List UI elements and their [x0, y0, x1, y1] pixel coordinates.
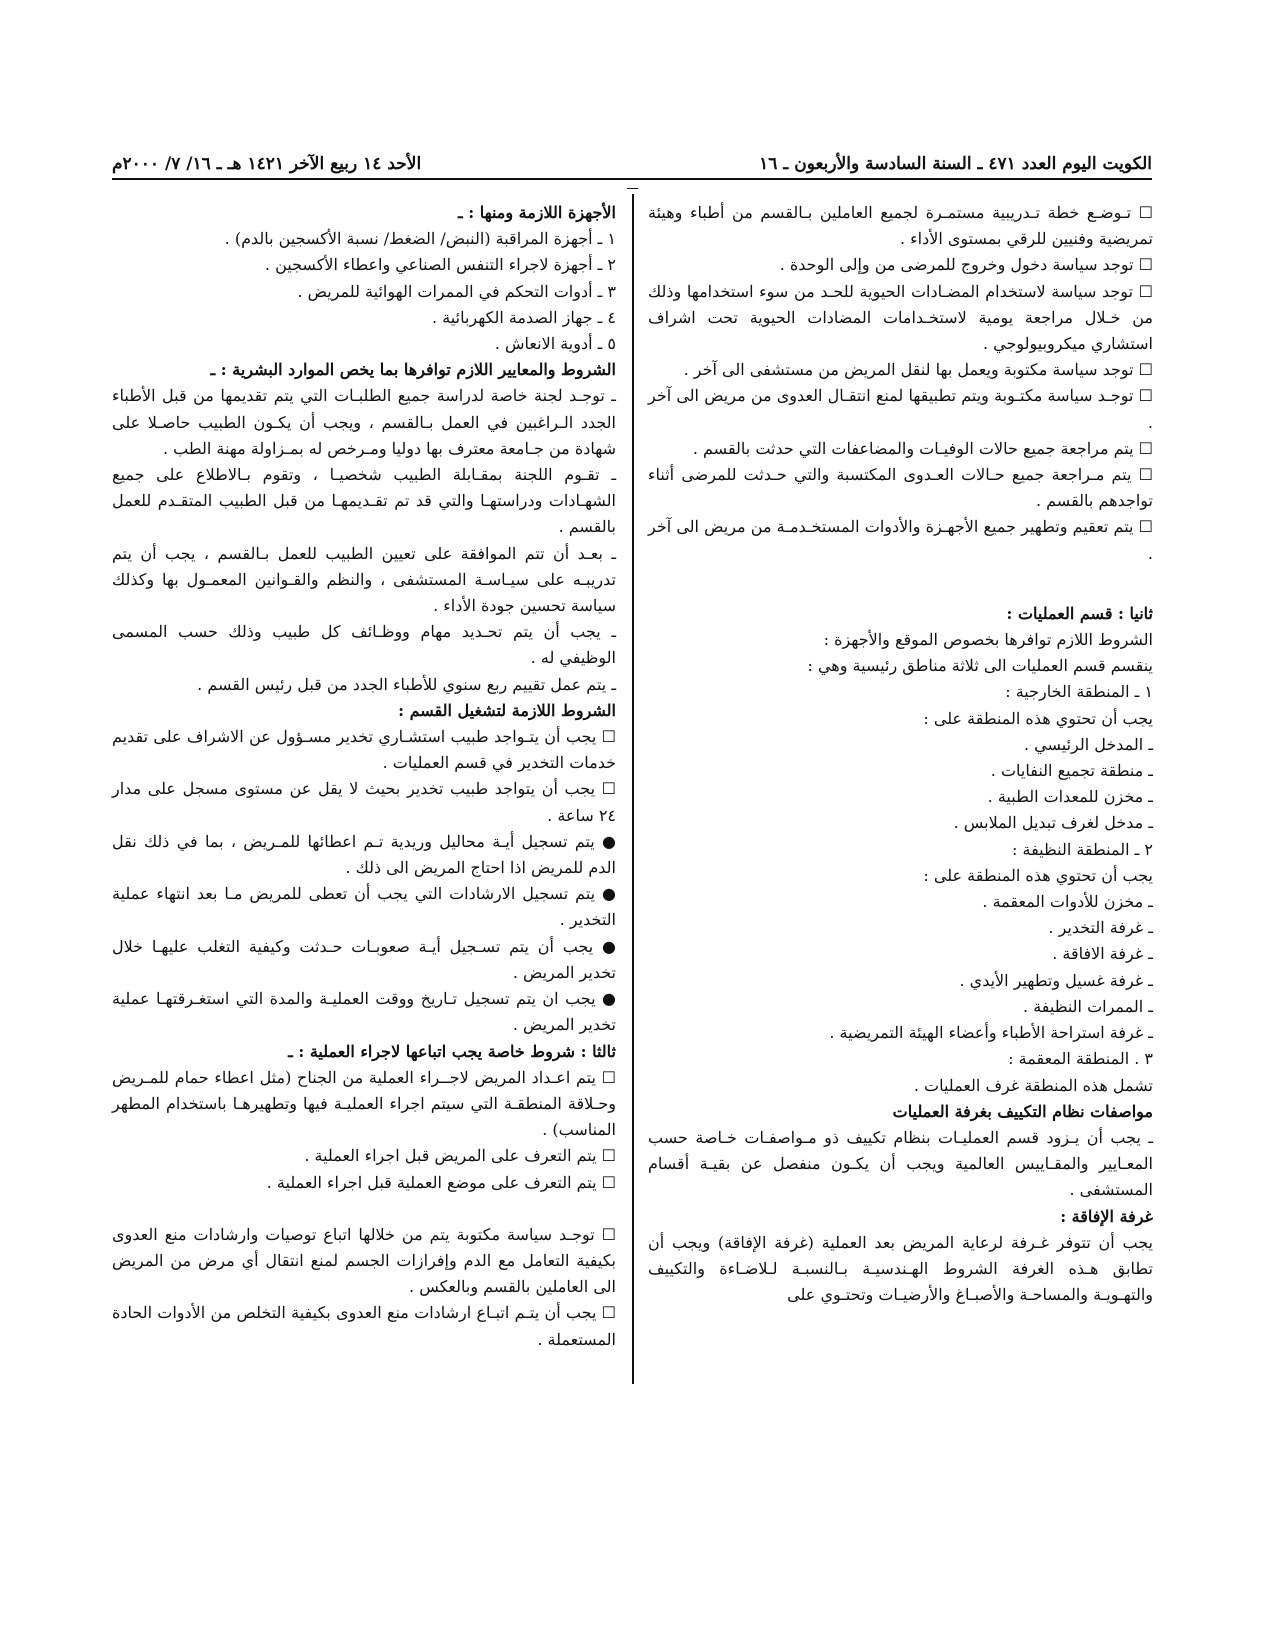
policy-item: ☐ توجـد سياسة مكتـوبة ويتم تطبيقها لمنع انتقـال العدوى من مريض الى آخر . [648, 386, 1153, 432]
list-item: ١ ـ أجهزة المراقبة (النبض/ الضغط/ نسبة الأكسجين بالدم) . [224, 229, 616, 249]
gazette-issue-info: الكويت اليوم العدد ٤٧١ ـ السنة السادسة والأربعون ـ ١٦ [759, 154, 1152, 174]
policy-item: ☐ تـوضـع خطة تـدريبية مستمـرة لجميع العاملين بـالقسم من أطباء وهيئة تمريضية وفنيين للرقي بمستوى الأداء . [648, 203, 1153, 249]
section-heading: الشروط والمعايير اللازم توافرها بما يخص الموارد البشرية : ـ [210, 360, 616, 380]
list-item: ـ غرفة غسيل وتطهير الأيدي . [959, 970, 1153, 990]
text-line: ٢ ـ المنطقة النظيفة : [1012, 839, 1153, 859]
text-line: ينقسم قسم العمليات الى ثلاثة مناطق رئيسية وهي : [807, 656, 1153, 676]
list-item: ـ مخزن للمعدات الطبية . [987, 787, 1153, 807]
header-rule [112, 178, 1152, 180]
section-heading: الأجهزة اللازمة ومنها : ـ [457, 203, 616, 222]
text-line: الشروط اللازم توافرها بخصوص الموقع والأجهزة : [823, 630, 1153, 650]
list-item: ـ يجب أن يتم تحـديد مهام ووظـائف كل طبيب وذلك حسب المسمى الوظيفي له . [112, 622, 616, 668]
column-divider-cap [627, 188, 638, 189]
text-line: ١ ـ المنطقة الخارجية : [1005, 682, 1153, 702]
list-item: ـ الممرات النظيفة . [1023, 996, 1153, 1016]
policy-item: ☐ يتم مراجعة جميع حالات الوفيـات والمضاعفات التي حدثت بالقسم . [692, 438, 1153, 458]
list-item: ☐ يجب أن يتـم اتبـاع ارشادات منع العدوى بكيفية التخلص من الأدوات الحادة المستعملة . [112, 1303, 616, 1349]
list-item: ـ مخزن للأدوات المعقمة . [982, 892, 1153, 912]
text-line: يجب أن تحتوي هذه المنطقة على : [923, 708, 1153, 728]
list-item: ـ غرفة التخدير . [1048, 918, 1153, 938]
list-item: ـ مدخل لغرف تبديل الملابس . [953, 813, 1153, 833]
list-item: ـ غرفة الافاقة . [1052, 944, 1153, 964]
policy-item: ☐ توجد سياسة لاستخدام المضـادات الحيوية للحـد من سوء استخدامها وذلك من خـلال مراجعة يومية لاستخـدامات المضادات الحيوية تحت اشراف استشاري ميكروبيولوجي . [648, 281, 1153, 354]
list-item: ٣ ـ أدوات التحكم في الممرات الهوائية للمريض . [297, 281, 616, 301]
list-item: ● يتم تسجيل أيـة محاليل وريدية تـم اعطائها للمـريض ، بما في ذلك نقل الدم للمريض اذا احتاج المريض الى ذلك . [112, 831, 617, 878]
list-item: ☐ يتم التعرف على موضع العملية قبل اجراء العملية . [266, 1172, 616, 1192]
list-item: ☐ يجب أن يتـواجد طبيب استشـاري تخدير مسـؤول عن الاشراف على تقديم خدمات التخدير في قسم العمليات . [112, 727, 616, 773]
list-item: ● يجب ان يتم تسجيل تـاريخ ووقت العمليـة والمدة التي استغـرقتهـا عملية تخدير المريض . [112, 989, 616, 1035]
list-item: ـ توجـد لجنة خاصة لدراسة جميع الطلبـات التي يتم تقديمها من قبل الأطباء الجدد الـراغبين في العمل بـالقسم ، ويجب أن يكـون الطبيب حاصـلا على شهادة من جـامعة معترف بها دوليا ومـرخص له بمـزاولة مهنة الطب . [112, 386, 617, 458]
list-item: ☐ يتم اعـداد المريض لاجــراء العملية من الجناح (مثل اعطاء حمام للمـريض وحـلاقة المنطقـة التي سيتم اجراء العمليـة فيها وتطهيرهـا باستخدام المطهر المناسب) . [112, 1067, 616, 1140]
text-line: تشمل هذه المنطقة غرف العمليات . [913, 1075, 1153, 1095]
policy-item: ☐ توجد سياسة مكتوبة ويعمل بها لنقل المريض من مستشفى الى آخر . [683, 360, 1153, 380]
list-item: ـ غرفة استراحة الأطباء وأعضاء الهيئة التمريضية . [829, 1023, 1153, 1043]
page-header [112, 154, 1152, 176]
list-item: ـ تقـوم اللجنة بمقـابلة الطبيب شخصيـا ، وتقوم بـالاطلاع على جميع الشهـادات ودراستهـا والتي قد تم تقـديمهـا من قبل الطبيب المتقـدم للعمل بالقسم . [112, 465, 616, 537]
policy-item: ☐ يتم تعقيم وتطهير جميع الأجهـزة والأدوات المستخـدمـة من مريض الى آخر . [648, 517, 1153, 563]
section-heading: غرفة الإفاقة : [1060, 1206, 1153, 1226]
section-heading: الشروط اللازمة لتشغيل القسم : [398, 700, 616, 720]
list-item: ـ يتم عمل تقييم ربع سنوي للأطباء الجدد من قبل رئيس القسم . [197, 674, 616, 694]
policy-item: ☐ يتم مـراجعة جميع حـالات العـدوى المكتسبة والتي حـدثت للمرضى أثناء تواجدهم بالقسم . [648, 465, 1153, 511]
list-item: ● يجب أن يتم تسـجيل أيـة صعوبـات حـدثت وكيفية التغلب عليهـا خلال تخدير المريض . [112, 936, 616, 982]
policy-item: ☐ توجد سياسة دخول وخروج للمرضى من وإلى الوحدة . [779, 255, 1153, 275]
gazette-date: الأحد ١٤ ربيع الآخر ١٤٢١ هـ ـ ١٦/ ٧/ ٢٠٠٠م [112, 154, 422, 174]
left-column [112, 200, 616, 1353]
right-column [648, 200, 1153, 1308]
text-line: يجب أن تحتوي هذه المنطقة على : [923, 865, 1153, 885]
section-heading: ثانيا : قسم العمليات : [1006, 603, 1153, 623]
section-heading: ثالثا : شروط خاصة يجب اتباعها لاجراء العملية : ـ [288, 1041, 616, 1061]
paragraph: يجب أن تتوفر غـرفة لرعاية المريض بعد العملية (غرفة الإفاقة) ويجب أن تطابق هـذه الغرفة الشروط الهـندسيـة بـالنسبـة لـلاضـاءة والتكييف والتهـويـة والمساحـة والأصبـاغ والأرضيـات وتحتـوي على [648, 1232, 1153, 1305]
list-item: ☐ يتم التعرف على المريض قبل اجراء العملية . [304, 1146, 616, 1166]
paragraph: ـ يجب أن يـزود قسم العمليـات بنظام تكييف ذو مـواصفـات خـاصة حسب المعـايير والمقـاييس العالمية ويجب أن يكـون منفصل عن بقيـة أقسام المستشفى . [648, 1127, 1153, 1200]
list-item: ـ بعـد أن تتم الموافقة على تعيين الطبيب للعمل بـالقسم ، يجب أن يتم تدريبـه على سيـاسـة المستشفى ، والنظم والقـوانين المعمـول بها وكذلك سياسة تحسين جودة الأداء . [112, 543, 617, 616]
list-item: ٢ ـ أجهزة لاجراء التنفس الصناعي واعطاء الأكسجين . [264, 255, 616, 275]
list-item: ☐ توجـد سياسة مكتوبة يتم من خلالها اتباع توصيات وارشادات منع العدوى بكيفية التعامل مع الدم وإفرازات الجسم لمنع انتقال أي مرض من المريض الى العاملين بالقسم وبالعكس . [112, 1224, 616, 1297]
list-item: ٥ ـ أدوية الانعاش . [494, 334, 616, 354]
section-heading: مواصفات نظام التكييف بغرفة العمليات [892, 1101, 1153, 1121]
list-item: ٤ ـ جهاز الصدمة الكهربائية . [432, 307, 616, 327]
list-item: ـ منطقة تجميع النفايات . [990, 761, 1153, 781]
list-item: ـ المدخل الرئيسي . [1023, 734, 1153, 754]
text-line: ٣ . المنطقة المعقمة : [1008, 1049, 1153, 1069]
list-item: ● يتم تسجيل الارشادات التي يجب أن تعطى للمريض مـا بعد انتهاء عملية التخدير . [112, 884, 616, 930]
column-divider [632, 194, 634, 1384]
list-item: ☐ يجب أن يتواجد طبيب تخدير بحيث لا يقل عن مستوى مسجل على مدار ٢٤ ساعة . [112, 779, 616, 825]
